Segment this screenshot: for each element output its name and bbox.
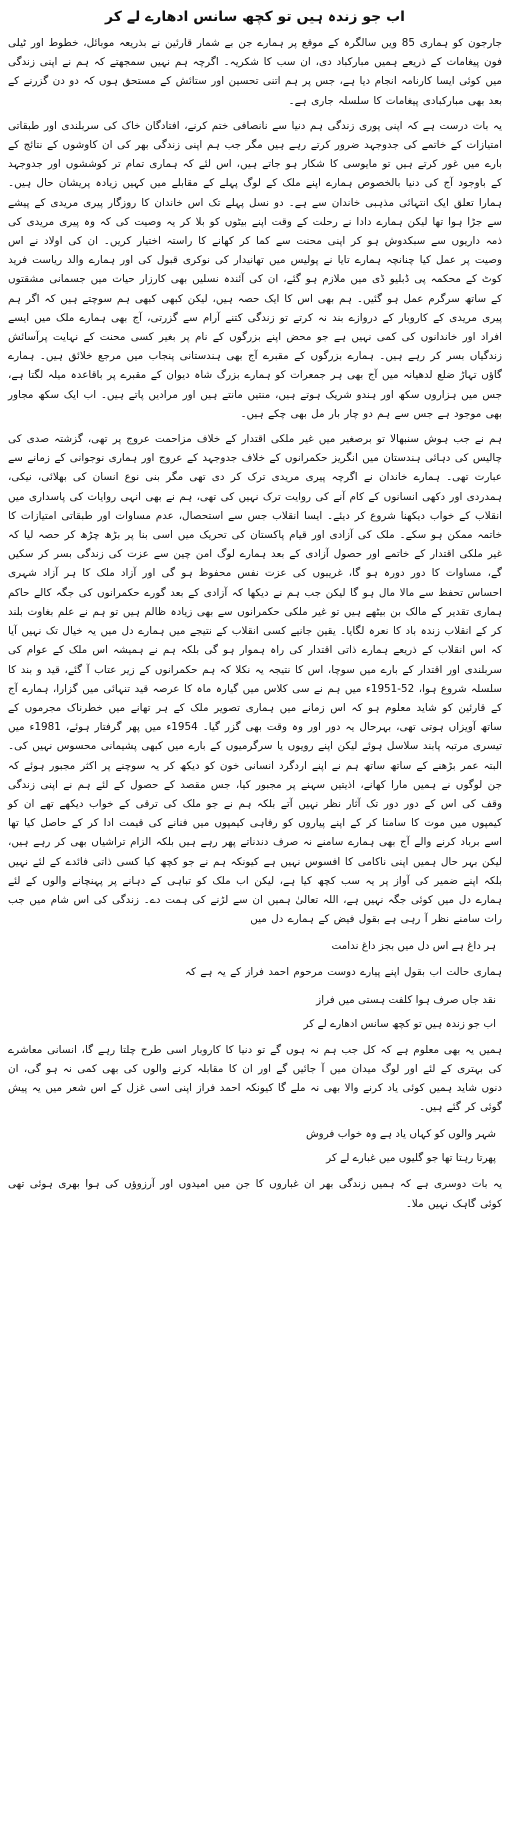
verse-line: شہر والوں کو کہاں یاد ہے وہ خواب فروش <box>306 1128 496 1141</box>
closing-paragraph: یہ بات دوسری ہے کہ ہمیں زندگی بھر ان غباروں کا جن میں امیدوں اور آرزوؤں کی ہوا بھری ہوئی تھی کوئی گاہک نہیں ملا۔ <box>8 1178 502 1210</box>
article-paragraph: ہم نے جب ہوش سنبھالا تو برصغیر میں غیر ملکی اقتدار کے خلاف مزاحمت عروج پر تھی، گزشتہ صدی کی چالیس کی دہائی ہندستان میں انگریز حکمرانوں کے خلاف جدوجہد کے عروج اور ہماری نوجوانی کے زمانے سے عبارت تھی۔ ہمارے خاندان نے اگرچہ پیری مریدی ترک کر دی تھی مگر بنی نوع انسان کی بھلائی، نیکی، ہمدردی اور دکھی انسانوں کے کام آنے کی روایت ترک نہیں کی تھی، ہم نے بھی انہی روایات کی پاسداری میں انقلاب کے خواب دیکھنا شروع کر دیئے۔ ایسا انقلاب جس سے استحصال، عدم مساوات اور طبقاتی امتیازات کا خاتمہ ممکن ہو سکے۔ ملک کی آزادی اور قیام پاکستان کی تحریک میں اسی بنا پر بڑھ چڑھ کر حصہ لیا کہ غیر ملکی اقتدار کے خاتمے اور حصول آزادی کے بعد ہمارے لوگ امن چین سے عزت کی زندگی بسر کر سکیں گے، مساوات کا دور دورہ ہو گا، غریبوں کی عزت نفس محفوظ ہو گی اور آزاد ملک کا ہر آزاد شہری احساس تحفظ سے مالا مال ہو گا لیکن جب ہم نے دیکھا کہ آزادی کے بعد گورے حکمرانوں کی جگہ کالے حاکم ہماری تقدیر کے مالک بن بیٹھے ہیں تو غیر ملکی حکمرانوں سے بھی زیادہ ظالم ہیں تو ہم نے علم بغاوت بلند کر کے انقلاب زندہ باد کا نعرہ لگایا۔ یقین جانیے کسی انقلاب کے نتیجے میں ہمارے دل میں یہ خیال تک نہیں آیا کہ اس انقلاب کے ذریعے ہمارے ذاتی اقتدار کی راہ ہموار ہو گی بلکہ ہم نے ہمیشہ اس ملک کے عوام کی سربلندی اور اقتدار کے بارے میں سوچا، اس کا نتیجہ یہ نکلا کہ ہم حکمرانوں کے زیر عتاب آ گئے، قید و بند کا سلسلہ شروع ہوا، 52-1951ء میں ہم نے سی کلاس میں گیارہ ماہ کا عرصہ قید تنہائی میں گزارا، ہمارے آج کے قارئین کو شاید معلوم ہو کہ اس زمانے میں ہماری تصویر ملک کے ہر تھانے میں خطرناک مجرموں کے ساتھ آویزاں ہوتی تھی، بہرحال یہ دور اور وہ وقت بھی گزر گیا۔ 1954ء میں پھر گرفتار ہوئے، 1981ء میں تیسری مرتبہ پابند سلاسل ہوئے لیکن اپنے رویوں یا سرگرمیوں کے بارے میں کبھی پشیمانی محسوس نہیں کی۔ البتہ عمر بڑھنے کے ساتھ ساتھ ہم نے اپنے اردگرد انسانی خون کو دیکھ کر یہ سوچنے پر اکثر مجبور ہوئے کہ جن لوگوں نے ہمیں مارا کھانے، اذیتیں سہنے پر مجبور کیا، جس مقصد کے حصول کے لئے ہم نے اپنی زندگی وقف کی اس کے دور دور تک آثار نظر نہیں آتے بلکہ ہم نے جو ملک کی ترقی کے خواب دیکھے تھے ان کو کیمپوں میں موت کا سامنا کر کے اپنے پیاروں کو رفاہی کیمپوں میں فنانے کی قیمت ادا کر کے حاصل کیا تھا اسے برباد کرنے والے آج بھی ہمارے سامنے نہ صرف دندناتے پھر رہے ہیں بلکہ الزام تراشیاں بھی کر رہے ہیں، لیکن بہر حال ہمیں اپنی ناکامی کا افسوس نہیں ہے کیونکہ ہم نے جو کچھ کیا کسی ذاتی فائدے کے لئے نہیں بلکہ اپنے ضمیر کی آواز پر یہ سب کچھ کیا ہے، لیکن اب ملک کو تباہی کے دہانے پر پہنچانے والوں کے لئے ہمارے دل میں کوئی جگہ نہیں ہے، اللہ تعالیٰ ہمیں ان سے لڑنے کی ہمت دے۔ زندگی کی اس شام میں جب رات سامنے نظر آ رہی ہے بقول فیض کے ہمارے دل میں <box>8 433 502 926</box>
verse-faraz <box>8 989 502 1035</box>
verse-faraz-2 <box>8 1123 502 1169</box>
bridge-text: ہمیں یہ بھی معلوم ہے کہ کل جب ہم نہ ہوں گے تو دنیا کا کاروبار اسی طرح چلتا رہے گا، انسانی معاشرے کی بہتری کے لئے اور لوگ میدان میں آ جائیں گے اور ان کا مقابلہ کرنے والوں کی بھی کمی نہ ہو گی، ان دنوں شاید ہمیں کوئی یاد کرنے والا بھی نہ ملے گا کیونکہ احمد فراز اپنی اسی غزل کے اس شعر میں یہ پیش گوئی کر گئے ہیں۔ <box>8 1043 502 1114</box>
verse-faiz <box>8 935 502 957</box>
article-paragraph: یہ بات درست ہے کہ اپنی پوری زندگی ہم دنیا سے نانصافی ختم کرنے، افتادگان خاک کی سربلندی اور طبقاتی امتیازات کے خاتمے کی جدوجہد ضرور کرتے رہے ہیں مگر جب ہم اپنی زندگی بھر کی ان کاوشوں کے نتائج کے بارے میں غور کرتے ہیں تو مایوسی کا شکار ہو جاتے ہیں، اس لئے کہ ہماری تمام تر کوششوں اور جدوجہد کے باوجود آج کی دنیا بالخصوص ہمارے اپنے ملک کے لوگ پہلے کے مقابلے میں کہیں زیادہ پریشان حال ہیں۔ ہمارا تعلق ایک انتہائی مذہبی خاندان سے ہے۔ دو نسل پہلے تک اس خاندان کا روزگار پیری مریدی کے پیشے سے جڑا ہوا تھا لیکن ہمارے دادا نے رحلت کے وقت اپنے بیٹوں کو بلا کر یہ وصیت کی کہ وہ پیری مریدی کی ذمہ داریوں سے سبکدوش ہو کر اپنی محنت سے کما کر کھانے کا راستہ اختیار کریں۔ ان کی اولاد نے اس وصیت پر عمل کیا چنانچہ ہمارے تایا نے پولیس میں تھانیدار کی نوکری قبول کی اور ہمارے والد ریاست فرید کوٹ کے محکمہ پی ڈبلیو ڈی میں ملازم ہو گئے، ان کی آئندہ نسلیں بھی کارزار حیات میں جسمانی مشقتوں کے ساتھ سرگرم عمل ہو گئیں۔ ہم بھی اس کا ایک حصہ ہیں، لیکن کبھی کبھی ہم سوچتے ہیں کہ اگر ہم پیری مریدی کے کاروبار کے دروازے بند نہ کرتے تو زندگی کتنے آرام سے گزرتی، آج بھی ہمارے ملک میں ایسے افراد اور خاندانوں کی کمی نہیں ہے جو محض اپنے بزرگوں کے نام پر بغیر کسی محنت کے نہایت پرآسائش زندگیاں بسر کر رہے ہیں۔ ہمارے بزرگوں کے مقبرے آج بھی ہندستانی پنجاب میں مرجع خلائق ہیں۔ ہمارے گاؤں تہاڑ ضلع لدھیانہ میں آج بھی ہر جمعرات کو ہمارے بزرگ شاہ دیوان کے مقبرے پر باقاعدہ میلہ لگتا ہے، جس میں ہزاروں سکھ اور ہندو شریک ہوتے ہیں، منتیں مانتے ہیں اور مرادیں پاتے ہیں۔ اب ایک سکھ مجاور بھی موجود ہے جس سے ہم دو چار بار مل بھی چکے ہیں۔ <box>8 119 502 420</box>
verse-line: اب جو زندہ ہیں تو کچھ سانس ادھارے لے کر <box>303 1017 496 1030</box>
verse-line: پھرتا رہتا تھا جو گلیوں میں غبارے لے کر <box>326 1152 496 1165</box>
article-title: اب جو زندہ ہیں تو کچھ سانس ادھارے لے کر <box>105 9 405 25</box>
bridge-text: ہماری حالت اب بقول اپنے پیارے دوست مرحوم احمد فراز کے یہ ہے کہ <box>184 966 502 979</box>
article-paragraph: جارجون کو ہماری 85 ویں سالگرہ کے موقع پر ہمارے جن بے شمار قارئین نے بذریعہ موبائل، خطوط اور ٹیلی فون پیغامات کے ذریعے ہمیں مبارکباد دی، ان سب کا شکریہ۔ اگرچہ ہم نہیں سمجھتے کہ ہم نے اپنی زندگی میں کوئی ایسا کارنامہ انجام دیا ہے، جس پر ہم اتنی تحسین اور ستائش کے مستحق ہوں کہ دو دن گزرنے کے بعد بھی مبارکبادی پیغامات کا سلسلہ جاری ہے۔ <box>8 37 502 107</box>
verse-line: ہر داغ ہے اس دل میں بجز داغ ندامت <box>331 940 496 953</box>
verse-line: نقد جاں صرف ہوا کلفت ہستی میں فراز <box>316 993 496 1006</box>
